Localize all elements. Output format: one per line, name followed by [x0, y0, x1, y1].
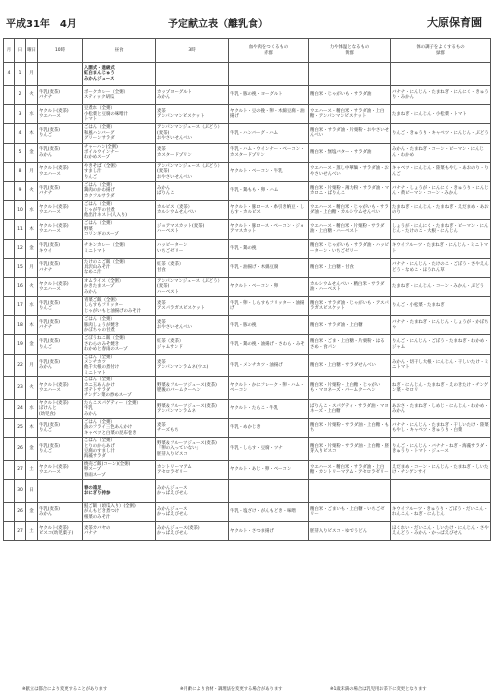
- cell-green-group: りんご・にんじん・バナナ・ねぎ・海藻サラダ・きゅうり・トマト・ジュース: [391, 438, 491, 461]
- cell-month: 4: [4, 63, 15, 86]
- cell-lunch: 麦茶カバヤの バナナ: [83, 522, 156, 541]
- cell-day: 19: [15, 335, 26, 354]
- table-row: [4, 105, 491, 124]
- cell-lunch: やきそば（全粥） すまし汁 りんご: [83, 162, 156, 181]
- cell-weekday: 金: [26, 335, 38, 354]
- cell-red-group: ヤクルト・たらこ・牛乳: [229, 399, 309, 418]
- col-weekday: 曜日: [26, 39, 38, 63]
- note-1: ※献立は都合により変更することがあります: [22, 687, 108, 692]
- cell-green-group: バナナ・にんじん・たまねぎ・にんにく・きゅうり・みかん: [391, 86, 491, 105]
- cell-month: [4, 124, 15, 143]
- cell-day: 5: [15, 143, 26, 162]
- cell-red-group: 牛乳・しらす・豆腐・ツナ: [229, 438, 309, 461]
- cell-green-group: キウイフルーツ・きゅうり・ごぼう・だいこん・れんこん・ねぎ・にんじん: [391, 503, 491, 522]
- col-green-group: 体の調子をよくするもの 緑群: [391, 39, 491, 63]
- cell-weekday: 月: [26, 162, 38, 181]
- cell-three: 麦茶 アンパンマンラムネ(ウエ): [156, 354, 229, 377]
- cell-weekday: 月: [26, 354, 38, 377]
- cell-month: [4, 335, 15, 354]
- cell-yellow-group: 精白米・片栗粉・上白糖・じゃがいも・マヨネーズ・バームクーヘン: [309, 377, 391, 400]
- cell-green-group: たまねぎ・にんじん・たまねぎ・えだまめ・あおのり: [391, 201, 491, 220]
- cell-month: [4, 503, 15, 522]
- cell-lunch: ごはん（全粥） 豚肉しょうが焼き かぼちゃの甘煮: [83, 316, 156, 335]
- cell-ten: ヤクルト(麦茶) ウエハース: [38, 162, 83, 181]
- table-row: [4, 399, 491, 418]
- table-row: [4, 143, 491, 162]
- cell-green-group: バナナ・しょうが・にんにく・きゅうり・にんじん・黄ピーマン・コーン・みかん: [391, 181, 491, 200]
- cell-lunch: ごはん（全粥） 野菜 コリンギのスープ: [83, 220, 156, 239]
- cell-month: [4, 86, 15, 105]
- cell-yellow-group: 精白米・ごまいも・上白糖・いちごゼリー: [309, 503, 391, 522]
- cell-yellow-group: 精白米・上白糖・サラダせんべい: [309, 354, 391, 377]
- cell-three: 野菜＆フルーツジュース(麦茶) 肥後のバームクーヘン: [156, 377, 229, 400]
- cell-green-group: たまねぎ・にんじん・小松菜・トマト: [391, 105, 491, 124]
- cell-three: 野菜＆フルーツジュース(麦茶) 「卵の入っていない」 胚芽入りビスコ: [156, 438, 229, 461]
- cell-green-group: バナナ・にんじん・たけのこ・ごぼう・さやえんどう・なめこ・ほうれん草: [391, 258, 491, 277]
- cell-lunch: 入園式・進級式 紅白まんじゅう みかんジュース: [83, 63, 156, 86]
- cell-day: 26: [15, 438, 26, 461]
- cell-lunch: チャーハン(全粥) ボイルウインナー わかめスープ: [83, 143, 156, 162]
- cell-month: [4, 220, 15, 239]
- cell-weekday: 火: [26, 86, 38, 105]
- cell-ten: 牛乳(麦茶) バナナ: [38, 316, 83, 335]
- cell-lunch: ごぼうねこ飯（全粥） さわらのみそ焼き わかめと春雨のスープ: [83, 335, 156, 354]
- cell-red-group: [229, 63, 309, 86]
- cell-weekday: 金: [26, 503, 38, 522]
- cell-yellow-group: [309, 480, 391, 503]
- cell-month: [4, 460, 15, 479]
- cell-ten: 牛乳(麦茶) りんご: [38, 438, 83, 461]
- cell-lunch: ごはん（全粥） じゃが芋の甘煮 他出汁ネスト(人入り): [83, 201, 156, 220]
- cell-three: みかんジュース かっぱえびせん: [156, 480, 229, 503]
- cell-lunch: チキンカレー（全粥） ミニトマト: [83, 239, 156, 258]
- table-row: [4, 181, 491, 200]
- table-row: [4, 419, 491, 438]
- col-red-group: 血や肉をつくるもの 赤群: [229, 39, 309, 63]
- cell-ten: ヤクルト(麦茶) ぽけんと (幼児食): [38, 399, 83, 418]
- cell-three: 麦茶 アンパンマンビスケット: [156, 105, 229, 124]
- table-row: [4, 239, 491, 258]
- table-row: [4, 335, 491, 354]
- cell-red-group: 牛乳・ハンバーグ・ハム: [229, 124, 309, 143]
- cell-yellow-group: 精白米・片栗粉・サラダ油・上白糖・もち: [309, 419, 391, 438]
- cell-ten: [38, 480, 83, 503]
- cell-ten: 牛乳(麦茶) みかん: [38, 143, 83, 162]
- cell-three: 野菜＆フルーツジュース(麦茶) アンパンマンラムネ: [156, 399, 229, 418]
- cell-day: 11: [15, 220, 26, 239]
- cell-day: 26: [15, 503, 26, 522]
- cell-month: [4, 316, 15, 335]
- cell-weekday: 火: [26, 181, 38, 200]
- cell-month: [4, 162, 15, 181]
- table-row: [4, 503, 491, 522]
- cell-red-group: 牛乳・油揚げ・木綿豆腐: [229, 258, 309, 277]
- cell-ten: ヤクルト(麦茶) ウエハース: [38, 105, 83, 124]
- cell-three: 紅茶（麦茶） ジャムサンド: [156, 335, 229, 354]
- cell-lunch: ごはん（全粥） 魚のフライ三色あんかけ キャベツと白菜の昆布巻き: [83, 419, 156, 438]
- cell-three: アンパンマンジュース（ぶどう）(麦茶) おやさいせんべい: [156, 162, 229, 181]
- cell-red-group: ヤクルト・豆の挽・卵・木綿豆腐・油揚げ: [229, 105, 309, 124]
- cell-yellow-group: 精白米・サラダ油・片栗粉・おやさいせんべい: [309, 124, 391, 143]
- cell-month: [4, 143, 15, 162]
- cell-green-group: [391, 480, 491, 503]
- cell-yellow-group: 精白米・片栗粉・サラダ油・上白糖・胚芽入りビスコ: [309, 438, 391, 461]
- cell-yellow-group: 胚芽入りビスコ・ゆでうどん: [309, 522, 391, 541]
- cell-lunch: ごはん（全粥） メンチカツ 他千大根の煮付け ミニトマト: [83, 354, 156, 377]
- cell-yellow-group: 精白米・じゃがいも・サラダ油・ハッピーターン・いちごゼリー: [309, 239, 391, 258]
- cell-day: 22: [15, 354, 26, 377]
- cell-day: 10: [15, 201, 26, 220]
- cell-month: [4, 258, 15, 277]
- cell-red-group: 牛乳・鶏の挽・油揚げ・さわら・みそ: [229, 335, 309, 354]
- table-row: [4, 438, 491, 461]
- cell-month: [4, 354, 15, 377]
- cell-weekday: 日: [26, 480, 38, 503]
- table-row: [4, 258, 491, 277]
- cell-ten: [38, 63, 83, 86]
- cell-weekday: 木: [26, 220, 38, 239]
- cell-red-group: ヤクルト・さつま揚げ: [229, 522, 309, 541]
- cell-lunch: 青菜ご飯（全粥） しらすもフリッター じゃがいもと油揚げのみそ汁: [83, 297, 156, 316]
- cell-day: 24: [15, 399, 26, 418]
- menu-table: [3, 38, 491, 541]
- cell-green-group: たまねぎ・にんじん・コーン・みかん・ぶどう: [391, 277, 491, 296]
- cell-weekday: 木: [26, 419, 38, 438]
- cell-three: 麦茶 チーズもち: [156, 419, 229, 438]
- cell-green-group: ほくれい・だいこん・しいたけ・にんじん・さやえんどう・みかん・かっぱえびせん: [391, 522, 491, 541]
- cell-green-group: キャベツ・にんじん・陸菜もやし・あおのり・りんご: [391, 162, 491, 181]
- cell-weekday: 火: [26, 277, 38, 296]
- cell-green-group: [391, 63, 491, 86]
- cell-weekday: 水: [26, 399, 38, 418]
- table-row: [4, 220, 491, 239]
- cell-day: 18: [15, 316, 26, 335]
- cell-red-group: ヤクルト・ベーコン・牛乳: [229, 162, 309, 181]
- cell-three: みかんジュース かっぱえびせん: [156, 503, 229, 522]
- cell-yellow-group: ウエハース・精白米・片栗粉・サラダ油・上白糖・ハーベスト: [309, 220, 391, 239]
- cell-weekday: 木: [26, 316, 38, 335]
- cell-three: 麦茶 アスパラガスビスケット: [156, 297, 229, 316]
- cell-red-group: 牛乳・メンチカツ・油揚げ: [229, 354, 309, 377]
- cell-ten: 牛乳(麦茶) りんご: [38, 124, 83, 143]
- cell-green-group: えだまめ・コーン・にんじん・たまねぎ・しいたけ・チンゲンサイ: [391, 460, 491, 479]
- cell-month: [4, 239, 15, 258]
- table-row: [4, 86, 491, 105]
- cell-red-group: 牛乳・豚の挽: [229, 316, 309, 335]
- cell-ten: ヤクルト(麦茶) ウエハース: [38, 277, 83, 296]
- cell-ten: 牛乳(麦茶) バナナ: [38, 181, 83, 200]
- cell-lunch: 豆煮れ（全粥） 小松菜と豆腐の味噌汁 トマト: [83, 105, 156, 124]
- cell-ten: 牛乳(麦茶) りんご: [38, 419, 83, 438]
- cell-weekday: 土: [26, 522, 38, 541]
- table-body: [4, 63, 491, 541]
- cell-green-group: バナナ・たまねぎ・にんじん・しょうが・かぼちゃ: [391, 316, 491, 335]
- cell-red-group: 牛乳・鶏の挽: [229, 239, 309, 258]
- cell-lunch: オムライス（全粥） かきたまスープ みかん: [83, 277, 156, 296]
- cell-day: 15: [15, 258, 26, 277]
- cell-day: 16: [15, 277, 26, 296]
- cell-yellow-group: ウエハース・精白米・サラダ油・上白糖・カントリーマアム・アセロラゼリー: [309, 460, 391, 479]
- cell-ten: 牛乳(麦茶) りんご: [38, 335, 83, 354]
- cell-green-group: みかん・切干し大根・にんじん・干しいたけ・ミニトマト: [391, 354, 491, 377]
- cell-day: 3: [15, 105, 26, 124]
- cell-red-group: 牛乳・豚の挽・ヨーグルト: [229, 86, 309, 105]
- cell-three: アンパンマンジュース（ぶどう）(麦茶) ハーベスト: [156, 277, 229, 296]
- col-ten: 10時: [38, 39, 83, 63]
- cell-ten: ヤクルト(麦茶) ウエハース: [38, 377, 83, 400]
- cell-green-group: りんご・小松菜・たまねぎ: [391, 297, 491, 316]
- cell-weekday: 水: [26, 201, 38, 220]
- col-lunch: 昼食: [83, 39, 156, 63]
- cell-lunch: ごはん（全粥） カニ玉あんかけ ポテトサラダ チンゲン菜の炒めスープ: [83, 377, 156, 400]
- cell-yellow-group: ウエハース・精白米・じゃがいも・サラダ油・上白糖・カルシウムせんべい: [309, 201, 391, 220]
- col-day: 日: [15, 39, 26, 63]
- cell-lunch: 鮭ご飯（頃瓜入り）(全粥) がんもどき煮つけ 根菜のみそ汁: [83, 503, 156, 522]
- cell-three: 麦茶 おやさいせんべい: [156, 316, 229, 335]
- cell-day: 12: [15, 239, 26, 258]
- cell-red-group: 牛乳・卵・しらすもフリッター・油揚げ: [229, 297, 309, 316]
- cell-yellow-group: 精白米・無塩バター・サラダ油: [309, 143, 391, 162]
- cell-lunch: たけのこご飯（全粥） 具沢山みそ汁 なめこ汁: [83, 258, 156, 277]
- page-header: [0, 14, 494, 34]
- cell-red-group: 牛乳・めかじき: [229, 419, 309, 438]
- cell-ten: ヤクルト(麦茶) ビスコ(幼児菓子): [38, 522, 83, 541]
- cell-day: 9: [15, 181, 26, 200]
- cell-three: ハッピーターン いちごゼリー: [156, 239, 229, 258]
- cell-weekday: 金: [26, 438, 38, 461]
- cell-ten: 牛乳(麦茶) バナナ: [38, 258, 83, 277]
- cell-lunch: ごはん（全粥） 和風ハンバーグ グリーンサラダ: [83, 124, 156, 143]
- cell-lunch: たらこスパゲティー（全粥） 牛乳 みかん: [83, 399, 156, 418]
- cell-lunch: 焼売ご飯(コーン)(全粥) 卵スープ 春雨スープ: [83, 460, 156, 479]
- cell-red-group: ヤクルト・あじ・卵・ベーコン: [229, 460, 309, 479]
- cell-weekday: 水: [26, 105, 38, 124]
- cell-month: [4, 277, 15, 296]
- table-row: [4, 297, 491, 316]
- cell-three: カップヨーグルト みかん: [156, 86, 229, 105]
- cell-yellow-group: 精白米・片栗粉・薄力粉・サラダ油・マカロニ・ぱりんこ: [309, 181, 391, 200]
- cell-three: 麦茶 カスタードプリン: [156, 143, 229, 162]
- cell-day: 1: [15, 63, 26, 86]
- cell-ten: 牛乳(麦茶) バナナ: [38, 86, 83, 105]
- cell-yellow-group: 精白米・じゃがいも・サラダ油: [309, 86, 391, 105]
- cell-yellow-group: カルシウムせんべい・精白米・サラダ油・ハーベスト: [309, 277, 391, 296]
- cell-day: 4: [15, 124, 26, 143]
- cell-weekday: 金: [26, 143, 38, 162]
- col-month: 月: [4, 39, 15, 63]
- cell-red-group: ヤクルト・かにフレーク・卵・ハム・ベーコン: [229, 377, 309, 400]
- cell-weekday: 水: [26, 297, 38, 316]
- cell-green-group: キウイフルーツ・たまねぎ・にんじん・ミニトマト: [391, 239, 491, 258]
- cell-red-group: [229, 480, 309, 503]
- cell-lunch: 春の遠足 おにぎり持参: [83, 480, 156, 503]
- cell-month: [4, 399, 15, 418]
- cell-three: みかんジュース(麦茶) かっぱえびせん: [156, 522, 229, 541]
- cell-day: 2: [15, 86, 26, 105]
- footer-notes: [0, 686, 494, 696]
- cell-red-group: ヤクルト・豚ロース・ベーコン・ジョアマスカット: [229, 220, 309, 239]
- cell-yellow-group: [309, 63, 391, 86]
- cell-yellow-group: 精白米・サラダ油・上白糖: [309, 316, 391, 335]
- cell-yellow-group: 精白米・上白糖・甘食: [309, 258, 391, 277]
- cell-green-group: あおさ・たまねぎ・しめじ・にんじん・わかめ・みかん: [391, 399, 491, 418]
- cell-three: [156, 63, 229, 86]
- cell-day: 27: [15, 522, 26, 541]
- table-row: [4, 480, 491, 503]
- cell-lunch: ごはん（全粥） 鶏肉のかわ揚げ カクフルサラダ: [83, 181, 156, 200]
- cell-yellow-group: 精白米・ごま・上白糖・片栗粉・はるさめ・食パン: [309, 335, 391, 354]
- cell-three: みかん ぱりんこ: [156, 181, 229, 200]
- cell-three: アンパンマンジュース（ぶどう）(麦茶) おやさいせんべい: [156, 124, 229, 143]
- table-row: [4, 162, 491, 181]
- cell-month: [4, 419, 15, 438]
- cell-yellow-group: ウエハース・蒸し中華麺・サラダ油・おやさいせんべい: [309, 162, 391, 181]
- col-three: 3時: [156, 39, 229, 63]
- cell-yellow-group: ぱりんこ・スパゲティ・サラダ油・マヨネーズ・上白糖: [309, 399, 391, 418]
- cell-green-group: みかん・たまねぎ・コーン・ピーマン・にんじん・わかめ: [391, 143, 491, 162]
- cell-lunch: ごはん（全粥） とりのからあげ 豆腐のすまし汁 海藻サラダ: [83, 438, 156, 461]
- cell-month: [4, 201, 15, 220]
- header-nursery-name: 大原保育園: [427, 16, 482, 29]
- cell-day: 17: [15, 297, 26, 316]
- table-row: [4, 63, 491, 86]
- cell-green-group: りんご・きゅうり・キャベツ・にんじん・ぶどう: [391, 124, 491, 143]
- cell-green-group: りんご・にんじん・ごぼう・たまねぎ・わかめ・ジャム: [391, 335, 491, 354]
- cell-month: [4, 181, 15, 200]
- cell-month: [4, 377, 15, 400]
- cell-ten: 牛乳(麦茶) キウイ: [38, 239, 83, 258]
- cell-ten: ヤクルト(麦茶) ウエハース: [38, 460, 83, 479]
- cell-green-group: ねぎ・にんじん・たまねぎ・えのきたけ・チンゲン菜・セロリ: [391, 377, 491, 400]
- col-yellow-group: 力や体温となるもの 黄群: [309, 39, 391, 63]
- table-header-row: [4, 39, 491, 63]
- cell-weekday: 火: [26, 377, 38, 400]
- cell-yellow-group: ウエハース・精白米・サラダ油・上白糖・アンパンマンビスケット: [309, 105, 391, 124]
- cell-green-group: バナナ・にんじん・たまねぎ・干しいたけ・陸菜もやし・キャベツ・きゅうり・白菜: [391, 419, 491, 438]
- cell-weekday: 月: [26, 258, 38, 277]
- table-row: [4, 522, 491, 541]
- cell-day: 8: [15, 162, 26, 181]
- cell-red-group: ヤクルト・ベーコン・卵: [229, 277, 309, 296]
- table-row: [4, 460, 491, 479]
- cell-weekday: 木: [26, 124, 38, 143]
- cell-red-group: 牛乳・塩ざけ・がんもどき・味噌: [229, 503, 309, 522]
- cell-green-group: しょうが・にんにく・たまねぎ・ピーマン・にんじん・たけのこ・大根・にんじん: [391, 220, 491, 239]
- cell-lunch: ポークカレー（全粥） スティック胡瓜: [83, 86, 156, 105]
- cell-month: [4, 105, 15, 124]
- cell-three: ジョアマスカット(麦茶) ハーベスト: [156, 220, 229, 239]
- cell-red-group: 牛乳・ハム・ウインナー・ベーコン・カスタードプリン: [229, 143, 309, 162]
- cell-ten: ヤクルト(麦茶) ウエハース: [38, 201, 83, 220]
- cell-day: 23: [15, 377, 26, 400]
- cell-ten: 牛乳(麦茶) りんご: [38, 297, 83, 316]
- cell-weekday: 土: [26, 460, 38, 479]
- cell-three: カントリーマアム アセロラゼリー: [156, 460, 229, 479]
- table-row: [4, 354, 491, 377]
- note-2: ※月齢により食材・調理法を変更する場合があります: [180, 687, 283, 692]
- header-title: 予定献立表（離乳食）: [168, 19, 268, 30]
- cell-day: 25: [15, 419, 26, 438]
- cell-month: [4, 480, 15, 503]
- note-3: ※1歳未満の場合は乳児用お茶下に変更となります: [330, 687, 427, 692]
- cell-weekday: 金: [26, 239, 38, 258]
- cell-month: [4, 438, 15, 461]
- table-row: [4, 124, 491, 143]
- cell-red-group: ヤクルト・豚ロース・糸引き納豆・しらす・カルピス: [229, 201, 309, 220]
- cell-ten: 牛乳(麦茶) みかん: [38, 354, 83, 377]
- cell-ten: ヤクルト(麦茶) ウエハース: [38, 220, 83, 239]
- cell-three: カルピス（麦茶） カルシウムせんべい: [156, 201, 229, 220]
- table-row: [4, 377, 491, 400]
- cell-yellow-group: 精白米・サラダ油・じゃがいも・アスパラガスビスケット: [309, 297, 391, 316]
- cell-ten: 牛乳(麦茶) みかん: [38, 503, 83, 522]
- cell-day: 27: [15, 460, 26, 479]
- cell-month: [4, 522, 15, 541]
- cell-red-group: 牛乳・鶏もも・卵・ハム: [229, 181, 309, 200]
- cell-day: 30: [15, 480, 26, 503]
- cell-weekday: 月: [26, 63, 38, 86]
- table-row: [4, 316, 491, 335]
- header-date: 平成31年 4月: [6, 19, 77, 30]
- cell-three: 紅茶（麦茶） 甘食: [156, 258, 229, 277]
- table-row: [4, 277, 491, 296]
- cell-month: [4, 297, 15, 316]
- table-row: [4, 201, 491, 220]
